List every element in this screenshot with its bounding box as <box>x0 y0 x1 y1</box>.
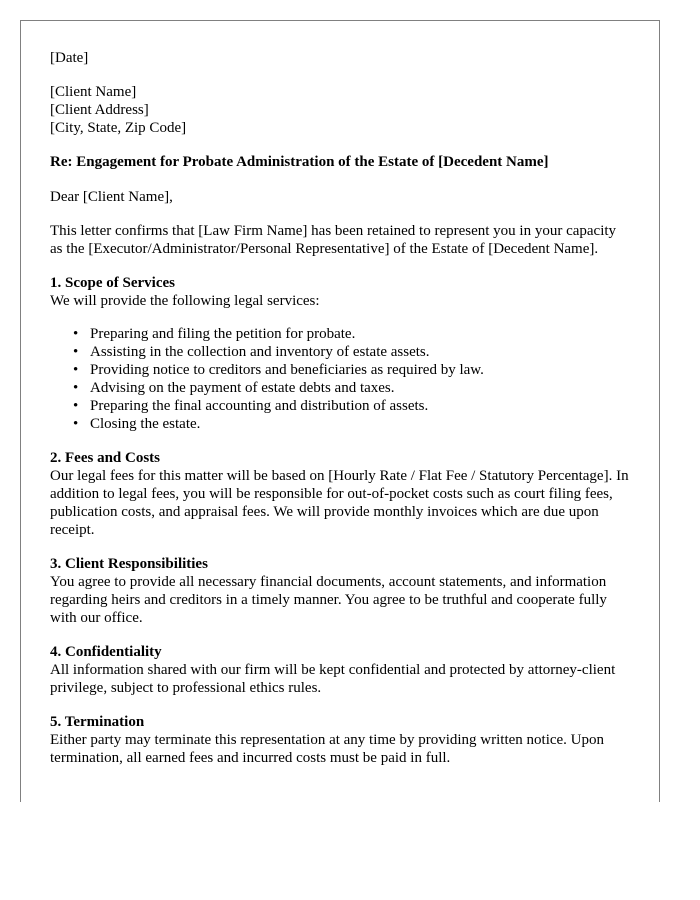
letter-subject: Re: Engagement for Probate Administration of the Estate of [Decedent Name] <box>50 154 549 170</box>
bullet-icon: • <box>73 326 79 342</box>
list-item <box>73 343 632 361</box>
services-list <box>50 325 632 433</box>
list-item-text: Providing notice to creditors and beneficiaries as required by law. <box>90 362 484 378</box>
section-heading: 5. Termination <box>50 714 145 730</box>
section-body: All information shared with our firm will be kept confidential and protected by attorney-client privilege, subject to professional ethics rules. <box>50 662 616 696</box>
section-heading: 4. Confidentiality <box>50 644 162 660</box>
recipient-address-block <box>50 83 632 137</box>
list-item-text: Advising on the payment of estate debts and taxes. <box>90 380 395 396</box>
list-item-text: Closing the estate. <box>90 416 201 432</box>
section-scope-of-services <box>50 274 632 433</box>
section-body: Either party may terminate this representation at any time by providing written notice. Upon termination, all earned fees and incurred costs must be paid in full. <box>50 732 605 766</box>
section-body: Our legal fees for this matter will be based on [Hourly Rate / Flat Fee / Statutory Percentage]. In addition to legal fees, you will be responsible for out-of-pocket costs such as court filing fees, publication costs, and appraisal fees. We will provide monthly invoices which are due upon receipt. <box>50 468 629 538</box>
salutation: Dear [Client Name], <box>50 189 173 205</box>
letter-date: [Date] <box>50 50 89 66</box>
bullet-icon: • <box>73 398 79 414</box>
client-name: [Client Name] <box>50 84 137 100</box>
bullet-icon: • <box>73 344 79 360</box>
list-item <box>73 397 632 415</box>
bullet-icon: • <box>73 416 79 432</box>
list-item <box>73 379 632 397</box>
list-item <box>73 361 632 379</box>
letter-page <box>20 20 660 802</box>
list-item-text: Preparing the final accounting and distribution of assets. <box>90 398 429 414</box>
intro-paragraph: This letter confirms that [Law Firm Name] has been retained to represent you in your capacity as the [Executor/Administrator/Personal Representative] of the Estate of [Decedent Name]. <box>50 223 617 257</box>
list-item-text: Preparing and filing the petition for probate. <box>90 326 356 342</box>
section-fees-and-costs <box>50 449 632 539</box>
section-client-responsibilities <box>50 555 632 627</box>
list-item <box>73 415 632 433</box>
section-heading: 1. Scope of Services <box>50 275 175 291</box>
section-body: We will provide the following legal services: <box>50 293 320 309</box>
section-termination <box>50 713 632 767</box>
list-item-text: Assisting in the collection and inventory of estate assets. <box>90 344 430 360</box>
list-item <box>73 325 632 343</box>
bullet-icon: • <box>73 362 79 378</box>
section-confidentiality <box>50 643 632 697</box>
client-city-state-zip: [City, State, Zip Code] <box>50 120 187 136</box>
bullet-icon: • <box>73 380 79 396</box>
section-heading: 2. Fees and Costs <box>50 450 161 466</box>
client-address: [Client Address] <box>50 102 149 118</box>
section-body: You agree to provide all necessary financial documents, account statements, and information regarding heirs and creditors in a timely manner. You agree to be truthful and cooperate fully with our office. <box>50 574 607 626</box>
section-heading: 3. Client Responsibilities <box>50 556 208 572</box>
